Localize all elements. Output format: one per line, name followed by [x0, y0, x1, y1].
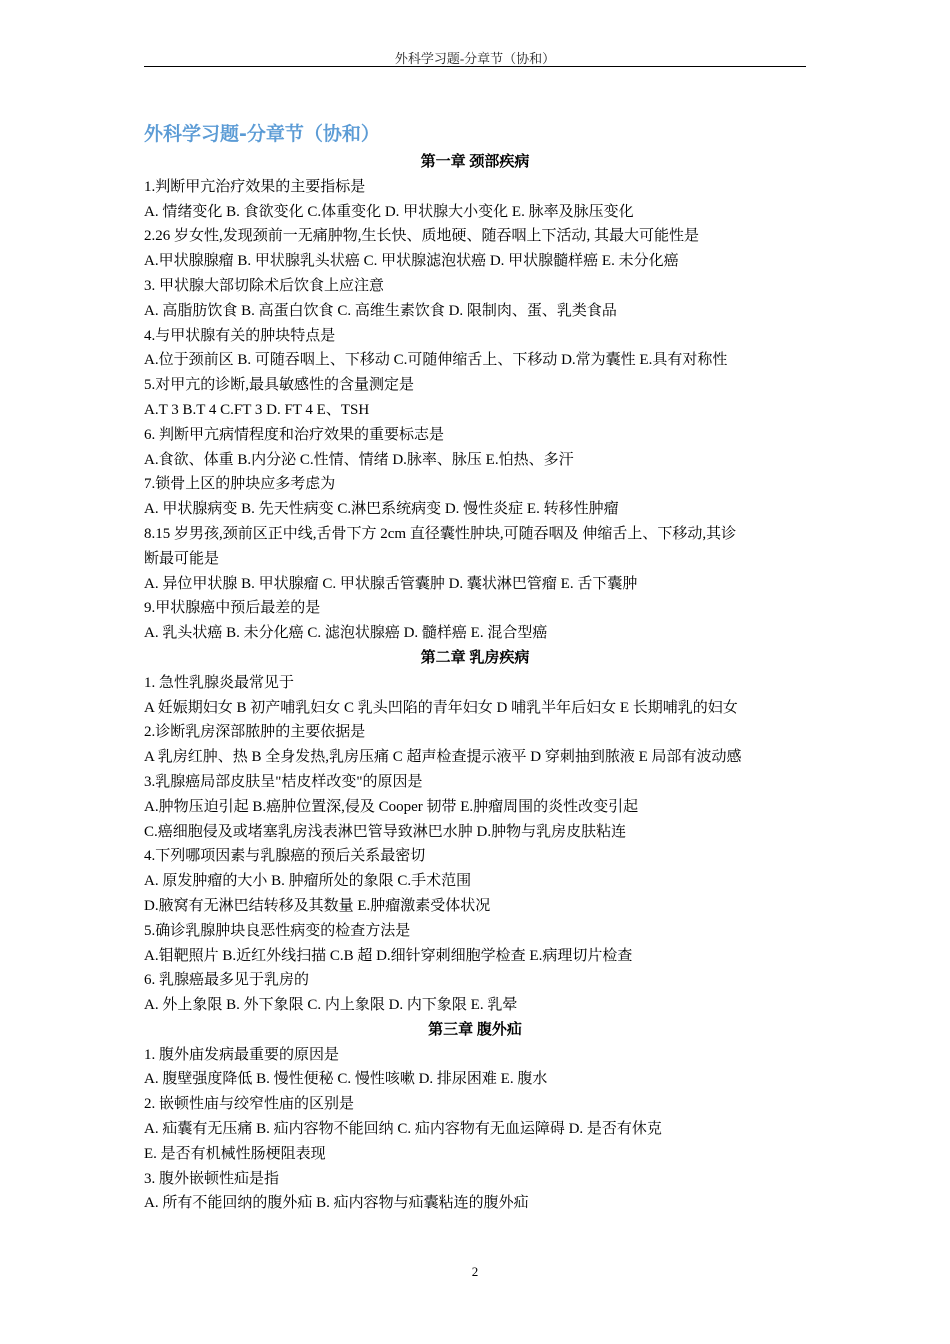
- text-line: A. 甲状腺病变 B. 先天性病变 C.淋巴系统病变 D. 慢性炎症 E. 转移性肿瘤: [144, 501, 619, 518]
- text-line: 3. 腹外嵌顿性疝是指: [144, 1170, 280, 1187]
- text-line: 断最可能是: [144, 550, 220, 567]
- text-line: C.癌细胞侵及或堵塞乳房浅表淋巴管导致淋巴水肿 D.肿物与乳房皮肤粘连: [144, 823, 627, 840]
- text-line: A. 乳头状癌 B. 未分化癌 C. 滤泡状腺癌 D. 髓样癌 E. 混合型癌: [144, 625, 548, 642]
- text-line: 2.26 岁女性,发现颈前一无痛肿物,生长快、质地硬、随吞咽上下活动, 其最大可能性是: [144, 228, 700, 245]
- text-line: 1. 腹外庙发病最重要的原因是: [144, 1046, 340, 1063]
- text-line: 6. 乳腺癌最多见于乳房的: [144, 972, 310, 989]
- text-line: A. 腹壁强度降低 B. 慢性便秘 C. 慢性咳嗽 D. 排尿困难 E. 腹水: [144, 1071, 548, 1088]
- chapter-heading: 第三章 腹外疝: [428, 1021, 522, 1038]
- text-line: 3.乳腺癌局部皮肤呈"桔皮样改变"的原因是: [144, 773, 423, 790]
- page-header: 外科学习题-分章节（协和）: [394, 51, 556, 66]
- text-line: 6. 判断甲亢病情程度和治疗效果的重要标志是: [144, 426, 445, 443]
- text-line: 9.甲状腺癌中预后最差的是: [144, 600, 321, 617]
- chapter-heading: 第一章 颈部疾病: [420, 154, 530, 170]
- text-line: 2.诊断乳房深部脓肿的主要依据是: [144, 724, 366, 741]
- document-title: 外科学习题-分章节（协和）: [144, 123, 380, 145]
- document-body: [144, 118, 806, 1216]
- text-line: 1. 急性乳腺炎最常见于: [144, 674, 295, 691]
- text-line: A. 疝囊有无压痛 B. 疝内容物不能回纳 C. 疝内容物有无血运障碍 D. 是否有休克: [144, 1121, 662, 1138]
- text-line: 3. 甲状腺大部切除术后饮食上应注意: [144, 277, 385, 294]
- header-rule: [144, 66, 806, 67]
- text-line: A.钼靶照片 B.近红外线扫描 C.B 超 D.细针穿刺细胞学检查 E.病理切片检查: [144, 947, 633, 964]
- text-line: 4.与甲状腺有关的肿块特点是: [144, 327, 336, 344]
- document-lines: [144, 150, 806, 1216]
- page-number: 2: [471, 1264, 479, 1279]
- text-line: A 乳房红肿、热 B 全身发热,乳房压痛 C 超声检查提示液平 D 穿刺抽到脓液 E 局部有波动感: [144, 749, 742, 766]
- text-line: A. 原发肿瘤的大小 B. 肿瘤所处的象限 C.手术范围: [144, 873, 472, 890]
- text-line: A. 高脂肪饮食 B. 高蛋白饮食 C. 高维生素饮食 D. 限制肉、蛋、乳类食品: [144, 302, 617, 319]
- text-line: A. 所有不能回纳的腹外疝 B. 疝内容物与疝囊粘连的腹外疝: [144, 1195, 529, 1212]
- text-line: 7.锁骨上区的肿块应多考虑为: [144, 476, 336, 493]
- text-line: 8.15 岁男孩,颈前区正中线,舌骨下方 2cm 直径囊性肿块,可随吞咽及 伸缩舌上、下移动,其诊: [144, 525, 737, 542]
- text-line: A. 情绪变化 B. 食欲变化 C.体重变化 D. 甲状腺大小变化 E. 脉率及脉压变化: [144, 203, 634, 220]
- text-line: A.位于颈前区 B. 可随吞咽上、下移动 C.可随伸缩舌上、下移动 D.常为囊性 E.具有对称性: [144, 352, 728, 369]
- text-line: D.腋窝有无淋巴结转移及其数量 E.肿瘤激素受体状况: [144, 897, 491, 914]
- text-line: A.食欲、体重 B.内分泌 C.性情、情绪 D.脉率、脉压 E.怕热、多汗: [144, 451, 574, 468]
- text-line: 1.判断甲亢治疗效果的主要指标是: [144, 178, 366, 195]
- text-line: 5.确诊乳腺肿块良恶性病变的检查方法是: [144, 922, 411, 939]
- text-line: A. 外上象限 B. 外下象限 C. 内上象限 D. 内下象限 E. 乳晕: [144, 997, 518, 1014]
- text-line: 4.下列哪项因素与乳腺癌的预后关系最密切: [144, 848, 426, 865]
- text-line: A. 异位甲状腺 B. 甲状腺瘤 C. 甲状腺舌管囊肿 D. 囊状淋巴管瘤 E. 舌下囊肿: [144, 575, 638, 592]
- chapter-heading: 第二章 乳房疾病: [420, 649, 530, 666]
- text-line: A 妊娠期妇女 B 初产哺乳妇女 C 乳头凹陷的青年妇女 D 哺乳半年后妇女 E 长期哺乳的妇女: [144, 699, 738, 716]
- text-line: A.T 3 B.T 4 C.FT 3 D. FT 4 E、TSH: [144, 401, 370, 418]
- text-line: A.肿物压迫引起 B.癌肿位置深,侵及 Cooper 韧带 E.肿瘤周围的炎性改变引起: [144, 798, 639, 815]
- text-line: 5.对甲亢的诊断,最具敏感性的含量测定是: [144, 377, 415, 394]
- text-line: 2. 嵌顿性庙与绞窄性庙的区别是: [144, 1096, 355, 1113]
- text-line: E. 是否有机械性肠梗阻表现: [144, 1145, 326, 1162]
- text-line: A.甲状腺腺瘤 B. 甲状腺乳头状癌 C. 甲状腺滤泡状癌 D. 甲状腺髓样癌 E. 未分化癌: [144, 253, 679, 270]
